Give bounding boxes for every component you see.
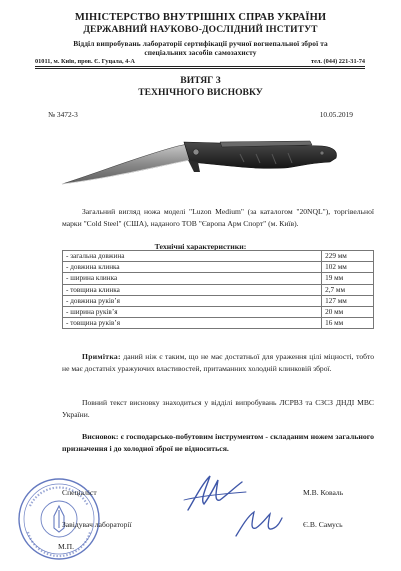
table-row [63, 273, 374, 284]
table-row [63, 295, 374, 306]
department-line-2: спеціальних засобів самозахисту [144, 48, 257, 57]
spec-value: 20 мм [322, 306, 374, 317]
spec-name: - товщина руків’я [63, 318, 322, 329]
lab-head-role: Завідувач лабораторії [62, 520, 132, 529]
knife-pivot [193, 149, 199, 155]
spec-name: - ширина руків’я [63, 306, 322, 317]
full-text-location: Повний текст висновку знаходиться у відділі випробувань ЛСРВЗ та СЗСЗ ДНДІ МВС України. [62, 398, 374, 419]
knife-rear-screw [320, 151, 324, 155]
lab-head-name: Є.В. Самусь [303, 520, 343, 529]
institute-heading: ДЕРЖАВНИЙ НАУКОВО-ДОСЛІДНИЙ ІНСТИТУТ [83, 25, 318, 35]
spec-name: - довжина клинка [63, 262, 322, 273]
spec-name: - ширина клинка [63, 273, 322, 284]
specs-table [62, 250, 374, 329]
specs-title: Технічні характеристики: [154, 242, 247, 251]
spec-name: - загальна довжина [63, 251, 322, 262]
table-row [63, 262, 374, 273]
document-title-line-2: ТЕХНІЧНОГО ВИСНОВКУ [138, 87, 263, 98]
department-line-1: Відділ випробувань лабораторії сертифікації ручної вогнепальної зброї та [73, 39, 328, 48]
conclusion: Висновок: є господарсько-побутовим інструментом - складаним ножем загального призначення і до холодної зброї не відноситься. [62, 432, 374, 453]
knife-description: Загальний вигляд ножа моделі "Luzon Medium" (за каталогом "20NQL"), торгівельної марки "Cold Steel" (США), наданого ТОВ "Європа Арм Спорт" (м. Київ). [62, 207, 374, 228]
header-rule-thin [35, 68, 365, 69]
knife-photo [60, 128, 340, 194]
note-text: даний ніж є таким, що не має достатньої для ураження цілі міцності, тобто не має достатніх уражуючих властивостей, притаманних холодній клинковій зброї. [62, 352, 374, 373]
document-title-line-1: ВИТЯГ З [180, 75, 221, 86]
spec-value: 19 мм [322, 273, 374, 284]
table-row [63, 306, 374, 317]
table-row [63, 251, 374, 262]
signature-samus [230, 508, 285, 543]
spec-value: 2,7 мм [322, 284, 374, 295]
spec-value: 16 мм [322, 318, 374, 329]
spec-name: - товщина клинка [63, 284, 322, 295]
document-date: 10.05.2019 [319, 110, 353, 119]
ministry-heading: МІНІСТЕРСТВО ВНУТРІШНІХ СПРАВ УКРАЇНИ [74, 12, 327, 23]
spec-value: 127 мм [322, 295, 374, 306]
note-label: Примітка: [82, 352, 121, 361]
spec-value: 229 мм [322, 251, 374, 262]
phone: тел. (044) 221-31-74 [310, 58, 365, 65]
table-row [63, 318, 374, 329]
header-rule-thick [35, 66, 365, 67]
table-row [63, 284, 374, 295]
seal-mark: М.П. [58, 542, 75, 551]
spec-value: 102 мм [322, 262, 374, 273]
document-number: № 3472-3 [48, 110, 78, 119]
note-paragraph [62, 351, 374, 375]
address: 01011, м. Київ, пров. Є. Гуцала, 4-А [35, 58, 135, 65]
spec-name: - довжина руків’я [63, 295, 322, 306]
specialist-role: Спеціаліст [62, 488, 97, 497]
specialist-name: М.В. Коваль [303, 488, 344, 497]
